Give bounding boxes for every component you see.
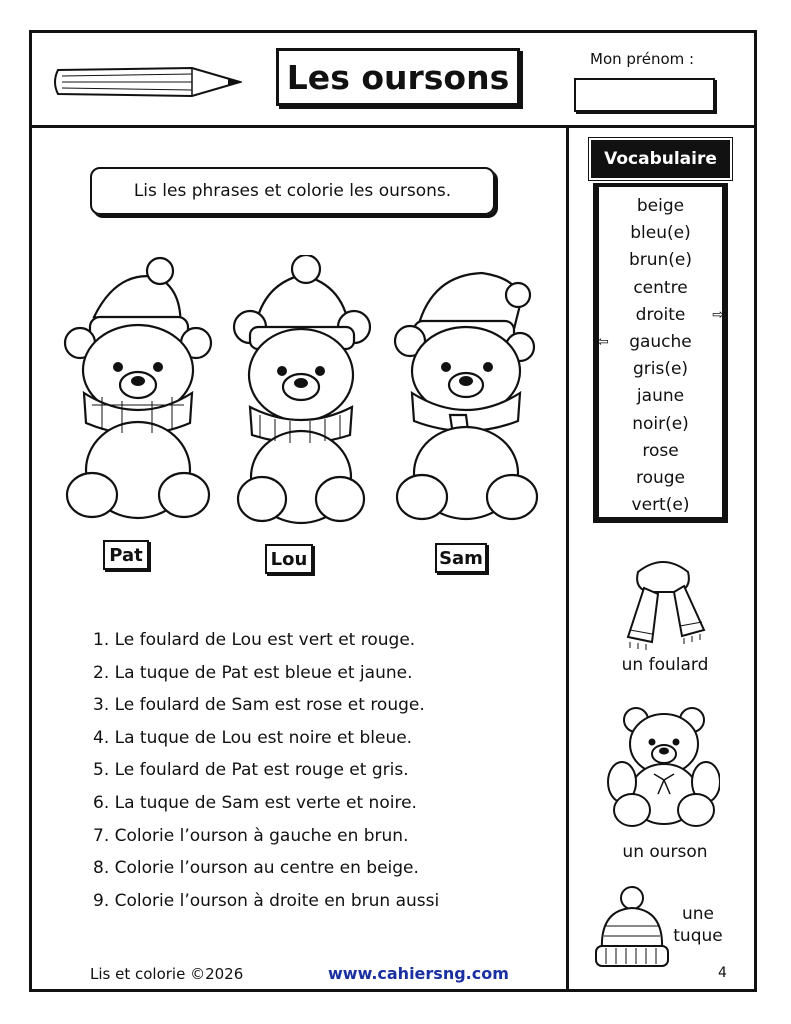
sentence-item: 7. Colorie l’ourson à gauche en brun. [93, 825, 409, 846]
vocab-word: gauche [629, 331, 692, 352]
header-divider [29, 125, 757, 128]
vocabulary-title: Vocabulaire [591, 140, 730, 178]
sentence-item: 9. Colorie l’ourson à droite en brun aussi [93, 890, 440, 911]
bear-lou-illustration [230, 255, 372, 533]
name-label: Mon prénom : [590, 50, 695, 68]
vocab-word-droite [599, 302, 722, 329]
bear-sam-illustration [392, 255, 542, 533]
hat-label-line1: une [681, 904, 714, 924]
vocab-word: brun(e) [628, 250, 693, 271]
sentence-list [93, 624, 439, 917]
sentence-item: 2. La tuque de Pat est bleue et jaune. [93, 662, 413, 683]
vocab-word: centre [633, 277, 688, 298]
arrow-left-icon: ⇦ [597, 333, 609, 350]
page-number: 4 [718, 965, 727, 981]
vocab-word: bleu(e) [630, 223, 691, 244]
sentence-item: 8. Colorie l’ourson au centre en beige. [93, 858, 419, 879]
vocab-word: vert(e) [631, 495, 690, 516]
pencil-icon [52, 64, 242, 100]
instruction-box: Lis les phrases et colorie les oursons. [90, 167, 495, 215]
vocab-word: gris(e) [632, 359, 689, 380]
sentence-item: 5. Le foulard de Pat est rouge et gris. [93, 760, 409, 781]
bear-name-lou: Lou [265, 544, 313, 574]
bear-name-sam: Sam [435, 543, 487, 573]
vocab-word: rouge [635, 467, 686, 488]
bear-label: un ourson [622, 842, 708, 862]
sentence-item: 6. La tuque de Sam est verte et noire. [93, 792, 417, 813]
website-link[interactable]: www.cahiersng.com [328, 964, 509, 983]
sentence-item: 1. Le foulard de Lou est vert et rouge. [93, 630, 416, 650]
hat-label-line2: tuque [673, 926, 723, 946]
bear-name-pat: Pat [103, 540, 149, 570]
sidebar-divider [566, 125, 569, 992]
vocab-word-gauche [599, 329, 722, 356]
vocab-word: rose [642, 440, 679, 461]
scarf-label: un foulard [621, 655, 709, 675]
sentence-item: 4. La tuque de Lou est noire et bleue. [93, 727, 413, 748]
vocab-word: droite [635, 304, 686, 325]
vocabulary-list [599, 193, 722, 519]
arrow-right-icon: ⇨ [712, 306, 724, 323]
copyright-text: Lis et colorie ©2026 [90, 965, 244, 983]
teddy-bear-icon [606, 704, 720, 830]
winter-hat-icon [592, 884, 672, 974]
vocab-word: beige [636, 196, 685, 216]
name-field[interactable] [574, 78, 715, 112]
vocab-word: jaune [636, 386, 685, 407]
page-title: Les oursons [276, 48, 520, 106]
vocab-word: noir(e) [632, 413, 689, 434]
sentence-item: 3. Le foulard de Sam est rose et rouge. [93, 695, 425, 716]
scarf-icon [618, 552, 708, 652]
bear-pat-illustration [62, 255, 214, 533]
